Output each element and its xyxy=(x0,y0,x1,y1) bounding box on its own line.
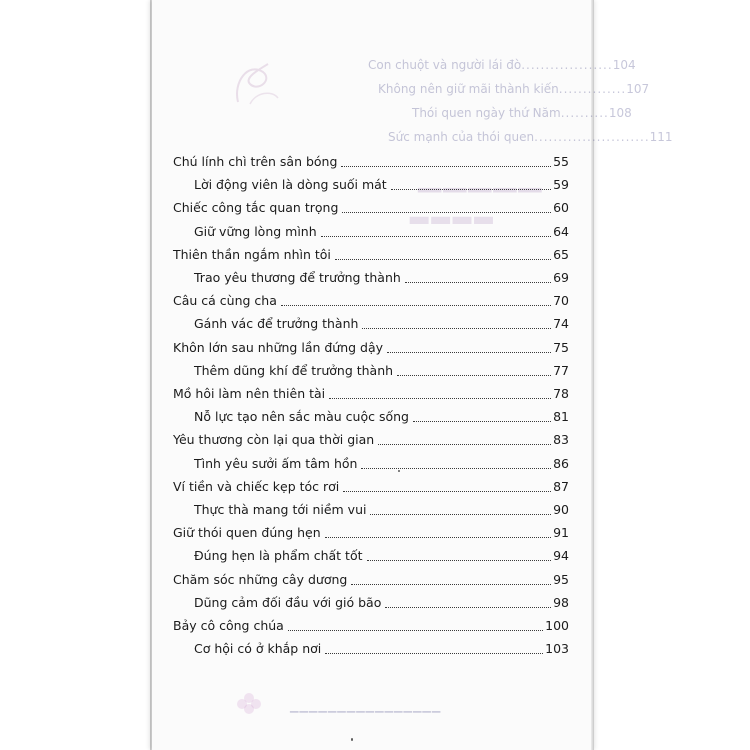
toc-leader-dots xyxy=(370,513,551,515)
toc-entry-title: Chú lính chì trên sân bóng xyxy=(173,154,338,169)
toc-leader-dots xyxy=(397,374,551,376)
toc-subentry xyxy=(194,591,569,611)
toc-page-number: 69 xyxy=(553,270,569,285)
ghost-flower-icon xyxy=(234,690,264,716)
toc-entry-title: Thực thà mang tới niềm vui xyxy=(194,502,367,517)
bleed-line-1: Con chuột và người lái đò...................104 xyxy=(368,58,636,72)
toc-entry-title: Chăm sóc những cây dương xyxy=(173,571,348,587)
toc-page-number: 94 xyxy=(553,548,569,564)
toc-leader-dots xyxy=(367,559,552,561)
toc-page-number: 90 xyxy=(553,502,569,517)
toc-page-number: 95 xyxy=(553,571,569,587)
toc-page-number: 78 xyxy=(553,386,569,401)
toc-page-number: 87 xyxy=(553,478,569,494)
scan-speck xyxy=(398,470,400,472)
toc-entry-title: Khôn lớn sau những lần đứng dậy xyxy=(173,339,384,355)
toc-entry-title: Bảy cô công chúa xyxy=(173,618,284,633)
toc-entry xyxy=(173,336,569,356)
toc-page-number: 55 xyxy=(553,154,569,169)
toc-entry xyxy=(173,614,569,634)
toc-entry xyxy=(173,521,569,541)
toc-entry-title: Mồ hôi làm nên thiên tài xyxy=(173,386,326,401)
toc-leader-dots xyxy=(351,583,551,585)
toc-leader-dots xyxy=(343,490,551,492)
toc-leader-dots xyxy=(387,351,551,353)
toc-entry xyxy=(173,382,569,402)
toc-entry-title: Thêm dũng khí để trưởng thành xyxy=(194,362,394,378)
ghost-heading-text: ▁▁▁▁▁ xyxy=(418,158,544,193)
toc-leader-dots xyxy=(391,188,551,190)
toc-entry-title: Chiếc công tắc quan trọng xyxy=(173,200,339,216)
toc-entry-title: Yêu thương còn lại qua thời gian xyxy=(173,432,375,448)
toc-leader-dots xyxy=(385,606,551,608)
toc-page-number: 75 xyxy=(553,339,569,355)
toc-entry xyxy=(173,196,569,216)
bleed-line-4: Sức mạnh của thói quen........................111 xyxy=(388,130,673,144)
bleed-line-3: Thói quen ngày thứ Năm..........108 xyxy=(412,106,632,120)
toc-subentry xyxy=(194,498,569,518)
toc-page-number: 59 xyxy=(553,177,569,193)
toc-entry-title: Giữ vững lòng mình xyxy=(194,223,317,239)
toc-page-number: 86 xyxy=(553,455,569,471)
toc-entry-title: Cơ hội có ở khắp nơi xyxy=(194,641,322,657)
toc-entry-title: Dũng cảm đối đầu với gió bão xyxy=(194,594,382,610)
toc-leader-dots xyxy=(342,211,551,213)
toc-entry xyxy=(173,475,569,495)
toc-leader-dots xyxy=(321,235,551,237)
ghost-footer-text: ▁▁▁▁▁▁▁▁▁▁▁▁▁▁▁▁ xyxy=(290,700,442,713)
toc-entry-title: Gánh vác để trưởng thành xyxy=(194,316,359,332)
toc-leader-dots xyxy=(329,397,551,399)
toc-leader-dots xyxy=(325,652,543,654)
toc-entry-title: Trao yêu thương để trưởng thành xyxy=(194,270,401,285)
toc-page-number: 103 xyxy=(545,641,569,657)
toc-entry-title: Giữ thói quen đúng hẹn xyxy=(173,525,321,541)
toc-entry-title: Thiên thần ngắm nhìn tôi xyxy=(173,246,331,262)
toc-leader-dots xyxy=(335,258,551,260)
toc-subentry xyxy=(194,220,569,240)
toc-page-number: 65 xyxy=(553,246,569,262)
toc-leader-dots xyxy=(341,165,551,167)
toc-leader-dots xyxy=(413,420,551,422)
toc-entry-title: Ví tiền và chiếc kẹp tóc rơi xyxy=(173,478,340,494)
ghost-heading-text-2: ▂▂▂▂ xyxy=(410,196,496,224)
toc-leader-dots xyxy=(325,536,551,538)
toc-page-number: 77 xyxy=(553,362,569,378)
toc-subentry xyxy=(194,544,569,564)
toc-leader-dots xyxy=(362,327,551,329)
toc-subentry xyxy=(194,405,569,425)
toc-entry xyxy=(173,289,569,309)
toc-leader-dots xyxy=(405,281,551,283)
toc-leader-dots xyxy=(378,443,551,445)
toc-page-number: 64 xyxy=(553,223,569,239)
toc-entry xyxy=(173,568,569,588)
toc-page-number: 100 xyxy=(545,618,569,633)
toc-page-number: 70 xyxy=(553,293,569,309)
toc-entry-title: Đúng hẹn là phẩm chất tốt xyxy=(194,548,363,564)
toc-leader-dots xyxy=(281,304,551,306)
toc-subentry xyxy=(194,637,569,657)
toc-page-number: 91 xyxy=(553,525,569,541)
scan-speck xyxy=(351,738,353,741)
toc-entry-title: Tình yêu sưởi ấm tâm hồn xyxy=(194,455,358,471)
toc-subentry xyxy=(194,266,569,286)
toc-entry-title: Lời động viên là dòng suối mát xyxy=(194,177,387,193)
toc-page-number: 74 xyxy=(553,316,569,332)
toc-entry xyxy=(173,428,569,448)
toc-page-number: 83 xyxy=(553,432,569,448)
bleed-line-2: Không nên giữ mãi thành kiến..............107 xyxy=(378,82,650,96)
ghost-ornament-icon xyxy=(228,52,288,112)
toc-leader-dots xyxy=(288,629,543,631)
toc-subentry xyxy=(194,312,569,332)
toc-page-number: 98 xyxy=(553,594,569,610)
toc-subentry xyxy=(194,173,569,193)
toc-entry xyxy=(173,150,569,170)
toc-subentry xyxy=(194,359,569,379)
toc-entry-title: Nỗ lực tạo nên sắc màu cuộc sống xyxy=(194,409,409,425)
toc-subentry xyxy=(194,452,569,472)
toc-entry-title: Câu cá cùng cha xyxy=(173,293,277,309)
toc-entry xyxy=(173,243,569,263)
toc-leader-dots xyxy=(361,467,551,469)
toc-page-number: 60 xyxy=(553,200,569,216)
toc-page-number: 81 xyxy=(553,409,569,425)
